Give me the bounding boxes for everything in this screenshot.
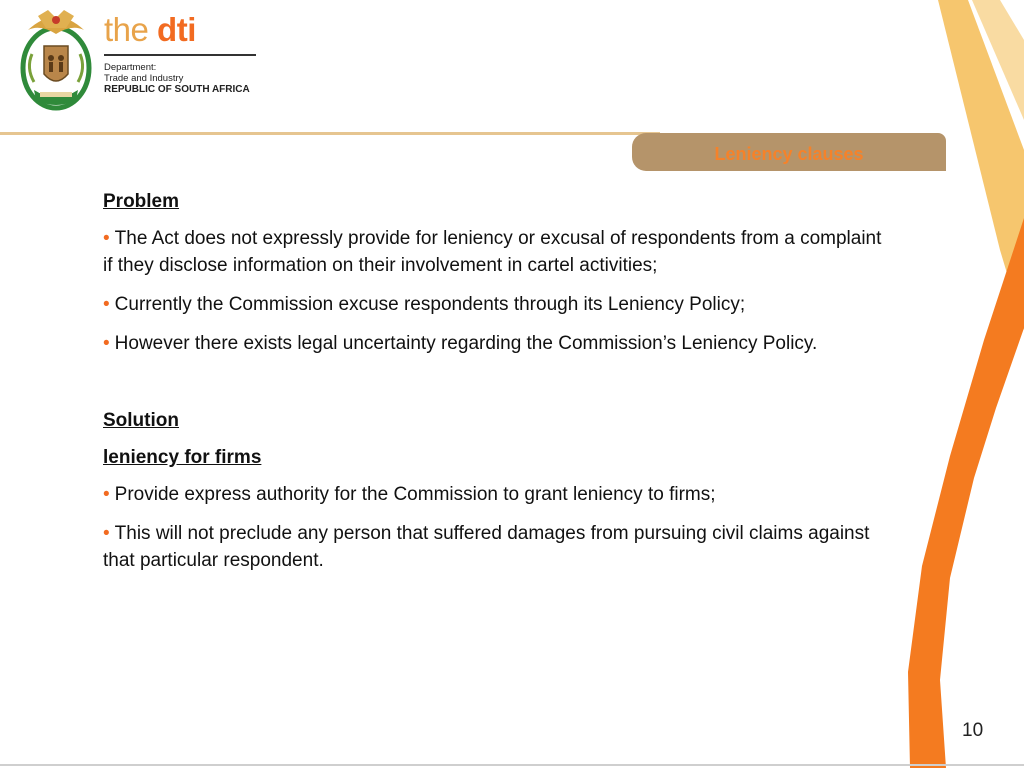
logo-dti-text: dti xyxy=(157,11,196,48)
logo-divider xyxy=(104,54,256,56)
solution-bullet xyxy=(103,520,893,574)
bullet-dot: • xyxy=(103,484,110,505)
section-gap xyxy=(103,369,893,407)
coat-of-arms-logo xyxy=(18,8,94,112)
slide-title: Leniency clauses xyxy=(714,144,864,164)
page-number: 10 xyxy=(962,720,984,741)
dept-line-1: Department: xyxy=(104,62,157,73)
problem-heading: Problem xyxy=(103,191,180,212)
bullet-dot: • xyxy=(103,294,110,315)
footer-divider xyxy=(0,764,1024,766)
department-name xyxy=(104,62,250,95)
header-divider xyxy=(0,132,660,135)
solution-bullet xyxy=(103,481,893,508)
bullet-dot: • xyxy=(103,523,110,544)
orange-band xyxy=(908,218,1024,768)
solution-subheading: leniency for firms xyxy=(103,447,262,468)
slide-content xyxy=(103,188,893,586)
dept-line-2: Trade and Industry xyxy=(104,73,184,84)
problem-bullet xyxy=(103,291,893,318)
bullet-dot: • xyxy=(103,228,110,249)
dept-line-3: REPUBLIC OF SOUTH AFRICA xyxy=(104,84,250,95)
bullet-text: Provide express authority for the Commission to grant leniency to firms; xyxy=(114,484,716,505)
logo-the-text: the xyxy=(104,11,149,48)
bullet-text: This will not preclude any person that suffered damages from pursuing civil claims against that particular respondent. xyxy=(103,523,870,571)
bullet-dot: • xyxy=(103,333,110,354)
bullet-text: However there exists legal uncertainty regarding the Commission’s Leniency Policy. xyxy=(114,333,818,354)
problem-bullet xyxy=(103,225,893,279)
dti-logo-wordmark xyxy=(104,10,196,50)
bullet-text: Currently the Commission excuse respondents through its Leniency Policy; xyxy=(114,294,746,315)
problem-bullet xyxy=(103,330,893,357)
solution-heading: Solution xyxy=(103,410,179,431)
bullet-text: The Act does not expressly provide for leniency or excusal of respondents from a complaint if they disclose information on their involvement in cartel activities; xyxy=(103,228,882,276)
